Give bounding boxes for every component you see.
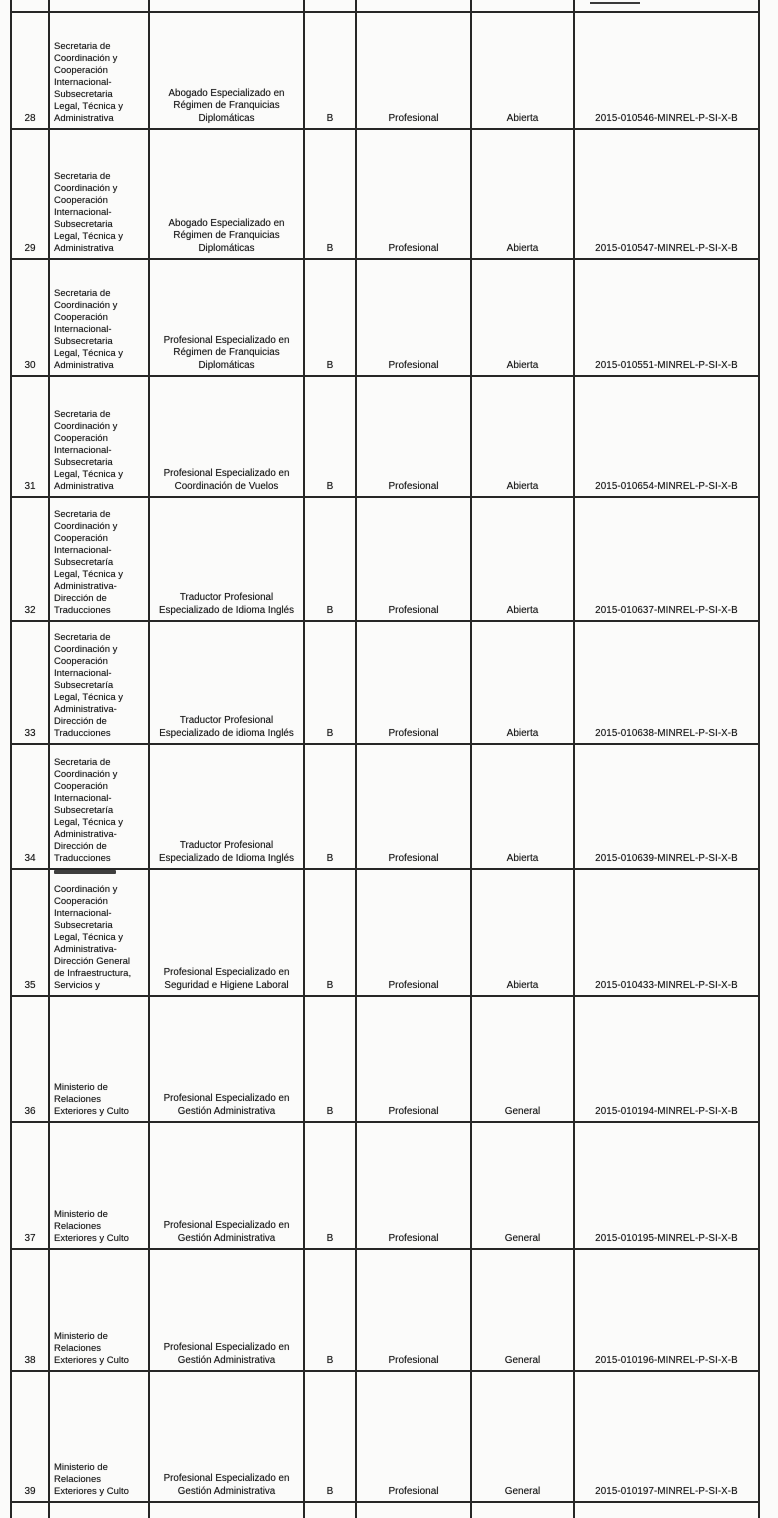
- department-line: Subsecretaria: [54, 336, 113, 347]
- code-cell: 2015-010433-MINREL-P-SI-X-B: [574, 869, 759, 996]
- department-cell: [49, 1371, 149, 1502]
- position-line: Seguridad e Higiene Laboral: [164, 979, 289, 991]
- department-line: Administrativa: [54, 360, 114, 371]
- position-line: Profesional Especializado en: [163, 1342, 290, 1353]
- department-line: Exteriores y Culto: [54, 1233, 129, 1244]
- table-row: [11, 996, 759, 1122]
- position-line: Gestión Administrativa: [177, 1354, 276, 1366]
- estamento-cell: Profesional: [356, 869, 471, 996]
- position-line: Profesional Especializado en: [163, 468, 290, 479]
- department-line: Cooperación: [54, 312, 108, 323]
- row-number-cell: 28: [11, 12, 49, 129]
- department-cell: [49, 869, 149, 996]
- department-line: Subsecretaría: [54, 557, 114, 568]
- department-line: Cooperación: [54, 65, 108, 76]
- table-row: [11, 129, 759, 259]
- tipo-cell: Abierta: [471, 376, 574, 497]
- code-cell: 2015-010194-MINREL-P-SI-X-B: [574, 996, 759, 1122]
- department-line: de Infraestructura,: [54, 968, 132, 979]
- code-cell: 2015-010547-MINREL-P-SI-X-B: [574, 129, 759, 259]
- position-title-cell: [149, 1122, 304, 1249]
- department-line: Administrativa-: [54, 944, 117, 955]
- position-line: Abogado Especializado en: [168, 87, 285, 99]
- table-row: [11, 744, 759, 869]
- department-cell: [49, 996, 149, 1122]
- position-title-cell: [149, 259, 304, 376]
- estamento-cell: Profesional: [356, 996, 471, 1122]
- empty-cell: [574, 0, 759, 12]
- department-line: Cooperación: [54, 781, 108, 792]
- empty-cell: [356, 0, 471, 12]
- estamento-cell: Profesional: [356, 12, 471, 129]
- row-number-cell: 37: [11, 1122, 49, 1249]
- department-line: Internacional-: [54, 908, 112, 919]
- department-line: Subsecretaria: [54, 89, 113, 100]
- estamento-cell: Profesional: [356, 497, 471, 621]
- department-line: Legal, Técnica y: [54, 932, 124, 943]
- department-line: Legal, Técnica y: [54, 569, 124, 580]
- empty-cell: [149, 0, 304, 12]
- department-line: Coordinación y: [54, 421, 118, 432]
- department-line: Subsecretaría: [54, 680, 114, 691]
- position-line: Diplomáticas: [198, 359, 255, 371]
- tipo-cell: Abierta: [471, 259, 574, 376]
- department-line: Secretaria de: [54, 41, 111, 52]
- department-line: Internacional-: [54, 793, 112, 804]
- row-number-cell: 35: [11, 869, 49, 996]
- department-line: Coordinación y: [54, 183, 118, 194]
- grade-cell: B: [304, 1249, 356, 1371]
- position-title-cell: [149, 996, 304, 1122]
- department-line: Legal, Técnica y: [54, 231, 124, 242]
- department-line: Dirección de: [54, 841, 107, 852]
- table-row: [11, 259, 759, 376]
- table-row: [11, 12, 759, 129]
- department-line: Coordinación y: [54, 521, 118, 532]
- estamento-cell: Profesional: [356, 1122, 471, 1249]
- row-number-cell: 39: [11, 1371, 49, 1502]
- department-cell: [49, 12, 149, 129]
- tipo-cell: General: [471, 996, 574, 1122]
- department-line: Internacional-: [54, 668, 112, 679]
- grade-cell: B: [304, 1371, 356, 1502]
- department-line: Servicios y: [54, 980, 100, 991]
- tipo-cell: Abierta: [471, 621, 574, 744]
- table-row: [11, 621, 759, 744]
- tipo-cell: Abierta: [471, 497, 574, 621]
- grade-cell: B: [304, 376, 356, 497]
- row-number-cell: 32: [11, 497, 49, 621]
- department-line: Subsecretaria: [54, 219, 113, 230]
- department-line: Coordinación y: [54, 769, 118, 780]
- position-line: Régimen de Franquicias: [173, 347, 280, 358]
- department-line: Dirección de: [54, 593, 107, 604]
- grade-cell: B: [304, 1122, 356, 1249]
- clipped-text-smudge: [54, 870, 116, 874]
- position-title-cell: [149, 869, 304, 996]
- department-line: Coordinación y: [54, 644, 118, 655]
- department-line: Ministerio de: [54, 1209, 108, 1220]
- department-line: Exteriores y Culto: [54, 1355, 129, 1366]
- position-line: Régimen de Franquicias: [173, 100, 280, 111]
- tipo-cell: Abierta: [471, 869, 574, 996]
- department-line: Secretaria de: [54, 509, 111, 520]
- department-line: Subsecretaria: [54, 457, 113, 468]
- position-line: Coordinación de Vuelos: [174, 480, 279, 492]
- department-line: Relaciones: [54, 1221, 101, 1232]
- code-cell: 2015-010639-MINREL-P-SI-X-B: [574, 744, 759, 869]
- estamento-cell: Profesional: [356, 129, 471, 259]
- position-title-cell: [149, 1371, 304, 1502]
- position-line: Gestión Administrativa: [177, 1105, 276, 1117]
- department-cell: [49, 497, 149, 621]
- position-line: Traductor Profesional: [179, 840, 274, 851]
- position-line: Diplomáticas: [198, 112, 255, 124]
- grade-cell: B: [304, 12, 356, 129]
- tipo-cell: Abierta: [471, 12, 574, 129]
- empty-cell: [11, 1502, 49, 1518]
- department-line: Administrativa: [54, 243, 114, 254]
- grade-cell: B: [304, 996, 356, 1122]
- department-line: Dirección de: [54, 716, 107, 727]
- tipo-cell: Abierta: [471, 129, 574, 259]
- position-title-cell: [149, 1249, 304, 1371]
- position-line: Gestión Administrativa: [177, 1232, 276, 1244]
- table-row: [11, 1122, 759, 1249]
- department-cell: [49, 621, 149, 744]
- department-line: Internacional-: [54, 445, 112, 456]
- position-line: Diplomáticas: [198, 242, 255, 254]
- code-cell: 2015-010654-MINREL-P-SI-X-B: [574, 376, 759, 497]
- department-line: Secretaria de: [54, 632, 111, 643]
- department-line: Administrativa-: [54, 704, 117, 715]
- position-line: Profesional Especializado en: [163, 334, 290, 346]
- department-line: Administrativa-: [54, 829, 117, 840]
- partial-row-below: [11, 1502, 759, 1518]
- row-number-cell: 36: [11, 996, 49, 1122]
- code-cell: 2015-010551-MINREL-P-SI-X-B: [574, 259, 759, 376]
- position-line: Gestión Administrativa: [177, 1485, 276, 1497]
- estamento-cell: Profesional: [356, 621, 471, 744]
- position-title-cell: [149, 744, 304, 869]
- grade-cell: B: [304, 129, 356, 259]
- estamento-cell: Profesional: [356, 1249, 471, 1371]
- department-line: Secretaria de: [54, 409, 111, 420]
- position-line: Abogado Especializado en: [168, 217, 285, 229]
- position-line: Profesional Especializado en: [163, 1220, 290, 1231]
- department-line: Relaciones: [54, 1474, 101, 1485]
- empty-cell: [49, 1502, 149, 1518]
- table-row: [11, 1371, 759, 1502]
- empty-cell: [49, 0, 149, 12]
- table-row: [11, 869, 759, 996]
- department-line: Subsecretaría: [54, 805, 114, 816]
- department-line: Traducciones: [54, 605, 111, 616]
- department-line: Relaciones: [54, 1343, 101, 1354]
- department-line: Internacional-: [54, 545, 112, 556]
- department-line: Legal, Técnica y: [54, 469, 124, 480]
- grade-cell: B: [304, 869, 356, 996]
- grade-cell: B: [304, 744, 356, 869]
- department-line: Secretaria de: [54, 288, 111, 299]
- tipo-cell: General: [471, 1249, 574, 1371]
- department-line: Traducciones: [54, 853, 111, 864]
- department-line: Internacional-: [54, 77, 112, 88]
- empty-cell: [356, 1502, 471, 1518]
- position-line: Profesional Especializado en: [163, 967, 290, 978]
- positions-table-body: [11, 0, 759, 1518]
- grade-cell: B: [304, 259, 356, 376]
- department-line: Administrativa: [54, 113, 114, 124]
- department-line: Ministerio de: [54, 1082, 108, 1093]
- row-number-cell: 34: [11, 744, 49, 869]
- row-number-cell: 31: [11, 376, 49, 497]
- department-line: Legal, Técnica y: [54, 101, 124, 112]
- empty-cell: [574, 1502, 759, 1518]
- empty-cell: [149, 1502, 304, 1518]
- position-line: Profesional Especializado en: [163, 1473, 290, 1484]
- position-line: Profesional Especializado en: [163, 1093, 290, 1104]
- empty-cell: [471, 1502, 574, 1518]
- grade-cell: B: [304, 497, 356, 621]
- position-title-cell: [149, 129, 304, 259]
- department-line: Administrativa-: [54, 581, 117, 592]
- position-line: Régimen de Franquicias: [173, 230, 280, 241]
- department-line: Legal, Técnica y: [54, 348, 124, 359]
- estamento-cell: Profesional: [356, 376, 471, 497]
- department-cell: [49, 259, 149, 376]
- position-line: Traductor Profesional: [179, 715, 274, 726]
- department-line: Coordinación y: [54, 300, 118, 311]
- code-cell: 2015-010637-MINREL-P-SI-X-B: [574, 497, 759, 621]
- position-line: Especializado de Idioma Inglés: [158, 604, 295, 616]
- code-cell: 2015-010196-MINREL-P-SI-X-B: [574, 1249, 759, 1371]
- department-line: Traducciones: [54, 728, 111, 739]
- grade-cell: B: [304, 621, 356, 744]
- department-line: Coordinación y: [54, 884, 118, 895]
- department-line: Exteriores y Culto: [54, 1486, 129, 1497]
- tipo-cell: Abierta: [471, 744, 574, 869]
- department-line: Dirección General: [54, 956, 131, 967]
- department-line: Administrativa: [54, 481, 114, 492]
- empty-cell: [304, 0, 356, 12]
- department-line: Secretaria de: [54, 171, 111, 182]
- department-line: Cooperación: [54, 896, 108, 907]
- code-cell: 2015-010195-MINREL-P-SI-X-B: [574, 1122, 759, 1249]
- row-number-cell: 30: [11, 259, 49, 376]
- position-title-cell: [149, 12, 304, 129]
- department-line: Internacional-: [54, 207, 112, 218]
- department-cell: [49, 744, 149, 869]
- department-line: Internacional-: [54, 324, 112, 335]
- department-cell: [49, 1249, 149, 1371]
- position-title-cell: [149, 376, 304, 497]
- position-line: Especializado de Idioma Inglés: [158, 852, 295, 864]
- department-line: Subsecretaria: [54, 920, 113, 931]
- position-line: Traductor Profesional: [179, 592, 274, 603]
- positions-table: [10, 0, 760, 1518]
- department-line: Legal, Técnica y: [54, 692, 124, 703]
- empty-cell: [304, 1502, 356, 1518]
- department-cell: [49, 376, 149, 497]
- code-cell: 2015-010197-MINREL-P-SI-X-B: [574, 1371, 759, 1502]
- position-title-cell: [149, 497, 304, 621]
- empty-cell: [471, 0, 574, 12]
- estamento-cell: Profesional: [356, 259, 471, 376]
- tipo-cell: General: [471, 1122, 574, 1249]
- code-cell: 2015-010546-MINREL-P-SI-X-B: [574, 12, 759, 129]
- department-line: Cooperación: [54, 195, 108, 206]
- row-number-cell: 38: [11, 1249, 49, 1371]
- department-line: Ministerio de: [54, 1331, 108, 1342]
- department-line: Secretaria de: [54, 757, 111, 768]
- department-line: Ministerio de: [54, 1462, 108, 1473]
- row-number-cell: 29: [11, 129, 49, 259]
- department-line: Legal, Técnica y: [54, 817, 124, 828]
- table-row: [11, 497, 759, 621]
- row-number-cell: 33: [11, 621, 49, 744]
- table-row: [11, 1249, 759, 1371]
- position-title-cell: [149, 621, 304, 744]
- department-cell: [49, 129, 149, 259]
- department-line: Coordinación y: [54, 53, 118, 64]
- estamento-cell: Profesional: [356, 1371, 471, 1502]
- estamento-cell: Profesional: [356, 744, 471, 869]
- partial-row-above: [11, 0, 759, 12]
- code-cell: 2015-010638-MINREL-P-SI-X-B: [574, 621, 759, 744]
- department-line: Exteriores y Culto: [54, 1106, 129, 1117]
- position-line: Especializado de idioma Inglés: [159, 727, 294, 739]
- department-line: Cooperación: [54, 533, 108, 544]
- tipo-cell: General: [471, 1371, 574, 1502]
- department-line: Cooperación: [54, 433, 108, 444]
- empty-cell: [11, 0, 49, 12]
- department-line: Cooperación: [54, 656, 108, 667]
- department-line: Relaciones: [54, 1094, 101, 1105]
- department-cell: [49, 1122, 149, 1249]
- table-row: [11, 376, 759, 497]
